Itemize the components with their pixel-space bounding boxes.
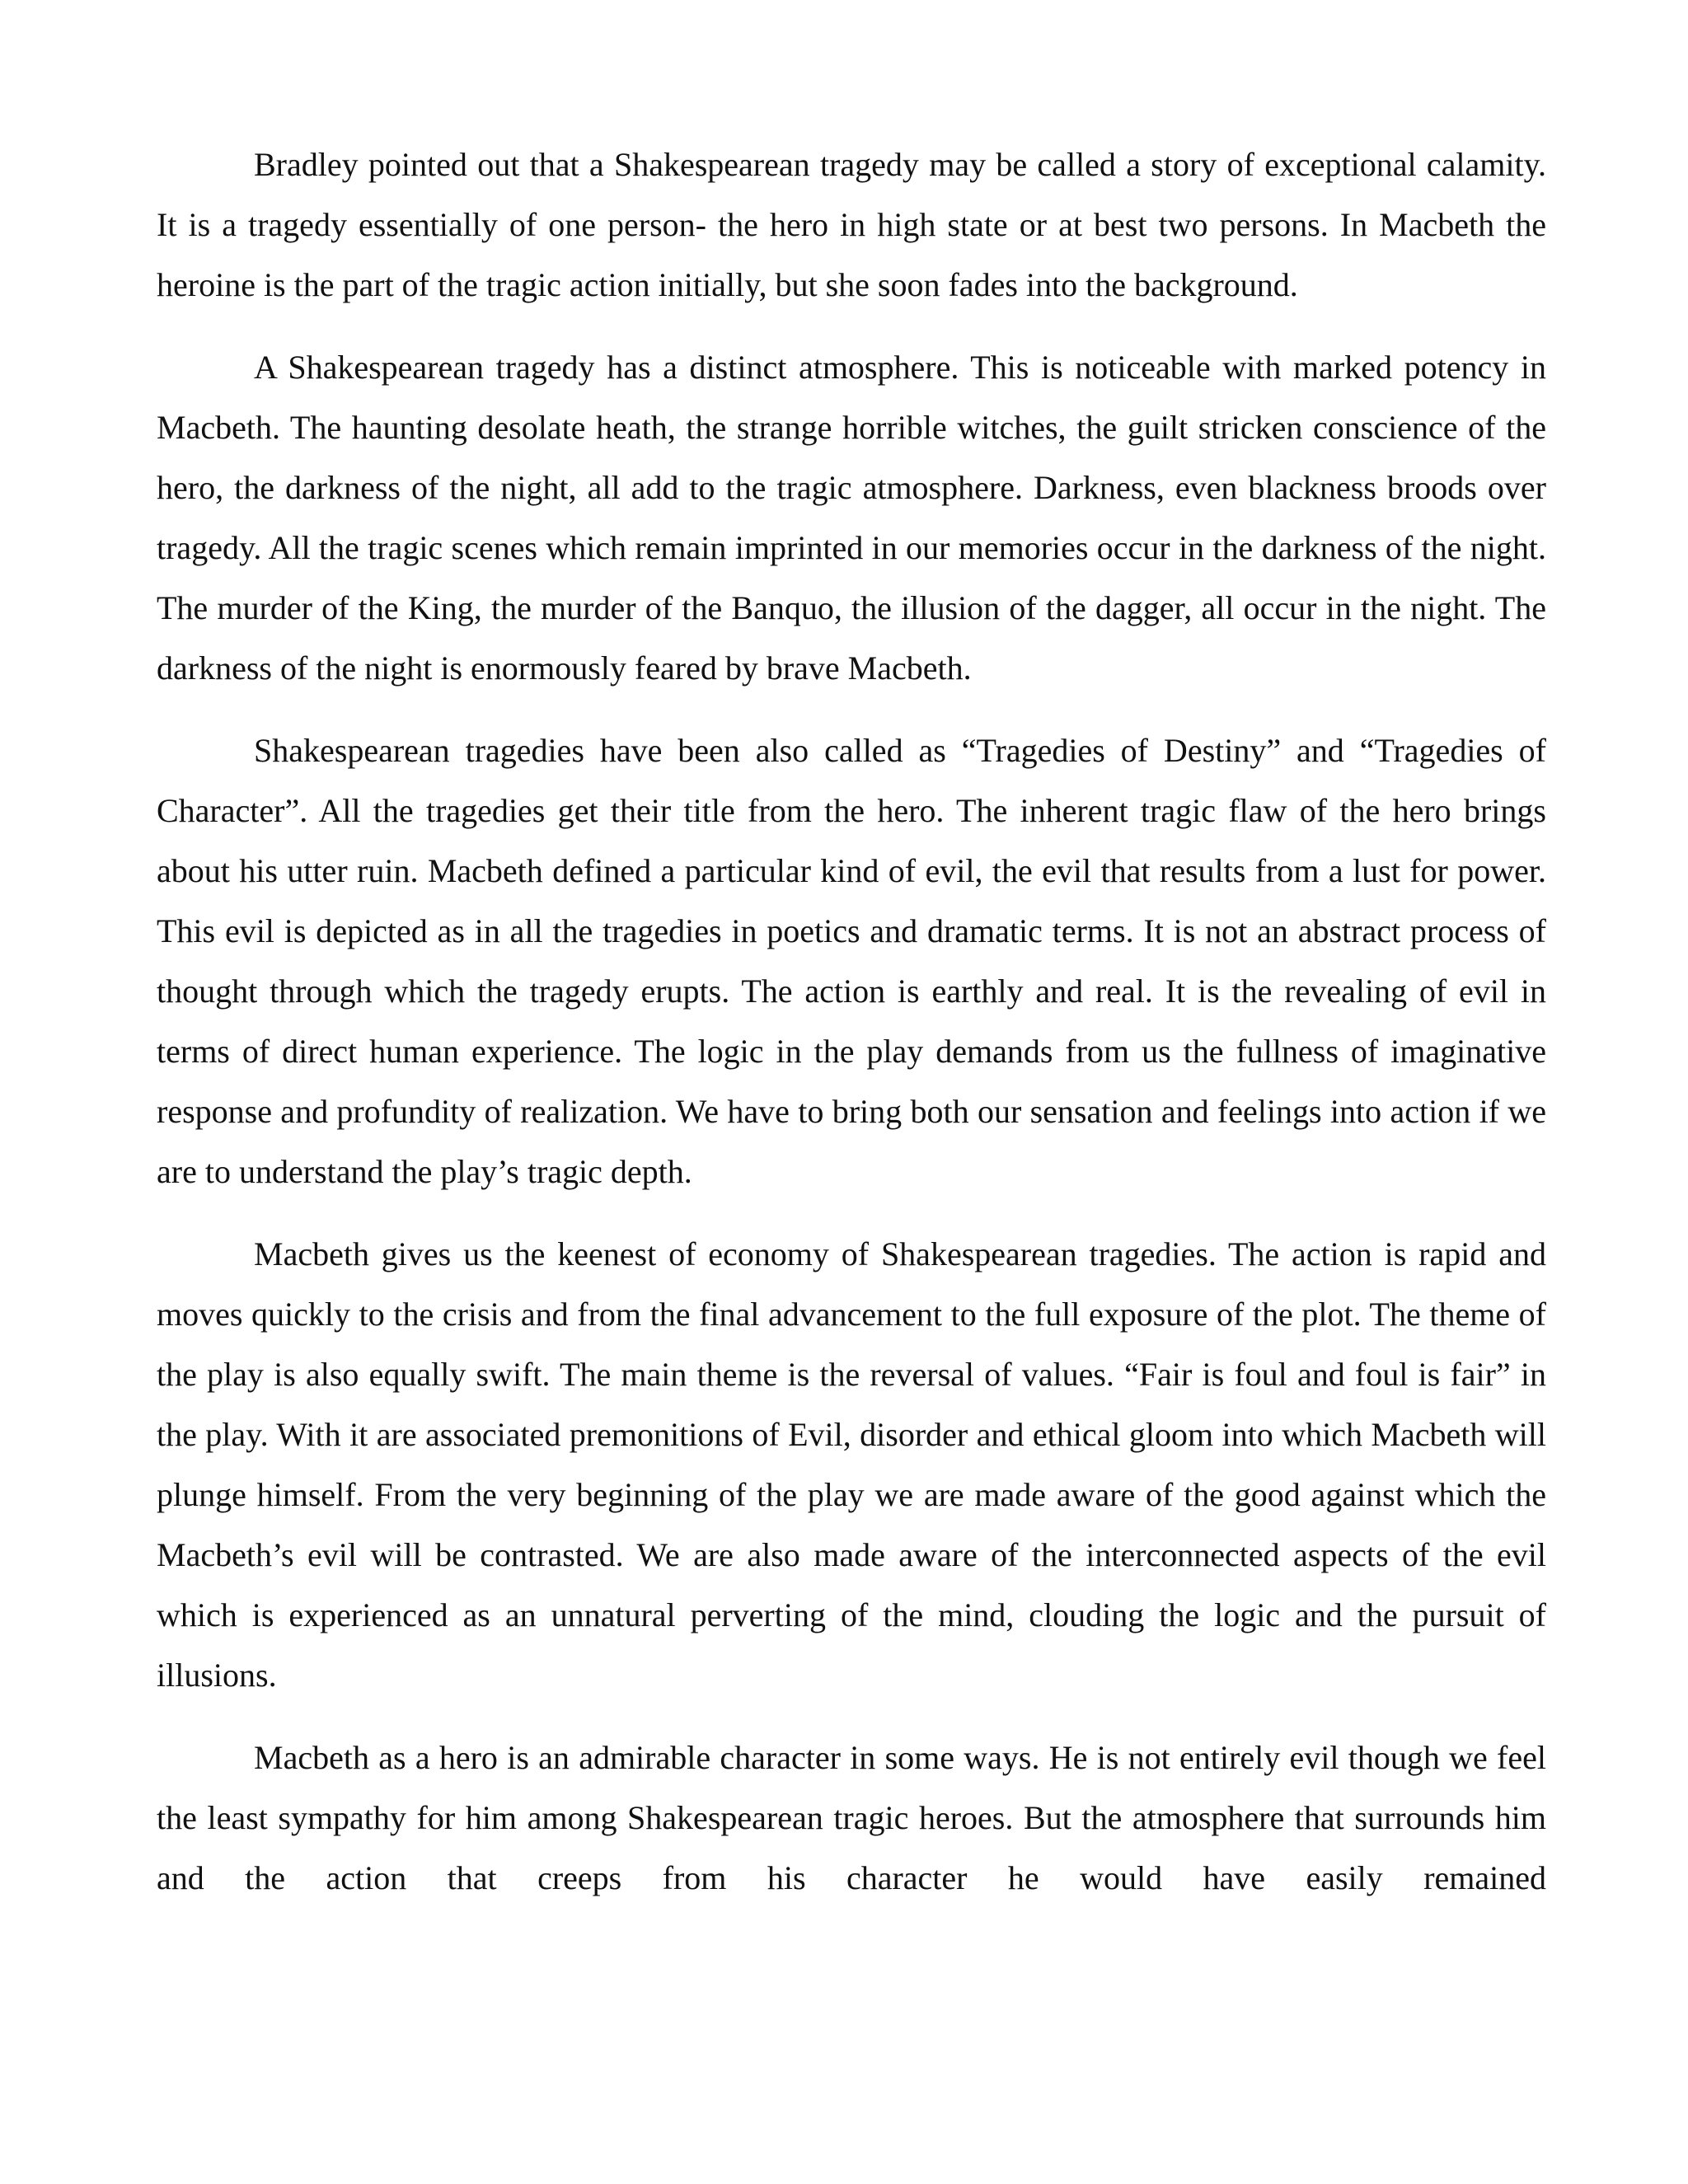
document-page: [157, 134, 1546, 1930]
paragraph-3: Shakespearean tragedies have been also called as “Tragedies of Destiny” and “Tragedies of Character”. All the tragedies get their title from the hero. The inherent tragic flaw of the hero brings about his utter ruin. Macbeth defined a particular kind of evil, the evil that results from a lust for power. This evil is depicted as in all the tragedies in poetics and dramatic terms. It is not an abstract process of thought through which the tragedy erupts. The action is earthly and real. It is the revealing of evil in terms of direct human experience. The logic in the play demands from us the fullness of imaginative response and profundity of realization. We have to bring both our sensation and feelings into action if we are to understand the play’s tragic depth.: [157, 732, 1546, 1190]
paragraph-5: Macbeth as a hero is an admirable character in some ways. He is not entirely evil though we feel the least sympathy for him among Shakespearean tragic heroes. But the atmosphere that surrounds him and the action that creeps from his character he would have easily remained: [157, 1739, 1546, 1896]
paragraph-2: A Shakespearean tragedy has a distinct atmosphere. This is noticeable with marked potency in Macbeth. The haunting desolate heath, the strange horrible witches, the guilt stricken conscience of the hero, the darkness of the night, all add to the tragic atmosphere. Darkness, even blackness broods over tragedy. All the tragic scenes which remain imprinted in our memories occur in the darkness of the night. The murder of the King, the murder of the Banquo, the illusion of the dagger, all occur in the night. The darkness of the night is enormously feared by brave Macbeth.: [157, 349, 1546, 687]
paragraph-4: Macbeth gives us the keenest of economy of Shakespearean tragedies. The action is rapid and moves quickly to the crisis and from the final advancement to the full exposure of the plot. The theme of the play is also equally swift. The main theme is the reversal of values. “Fair is foul and foul is fair” in the play. With it are associated premonitions of Evil, disorder and ethical gloom into which Macbeth will plunge himself. From the very beginning of the play we are made aware of the good against which the Macbeth’s evil will be contrasted. We are also made aware of the interconnected aspects of the evil which is experienced as an unnatural perverting of the mind, clouding the logic and the pursuit of illusions.: [157, 1235, 1546, 1694]
paragraph-1: Bradley pointed out that a Shakespearean tragedy may be called a story of exceptional calamity. It is a tragedy essentially of one person- the hero in high state or at best two persons. In Macbeth the heroine is the part of the tragic action initially, but she soon fades into the background.: [157, 146, 1546, 303]
